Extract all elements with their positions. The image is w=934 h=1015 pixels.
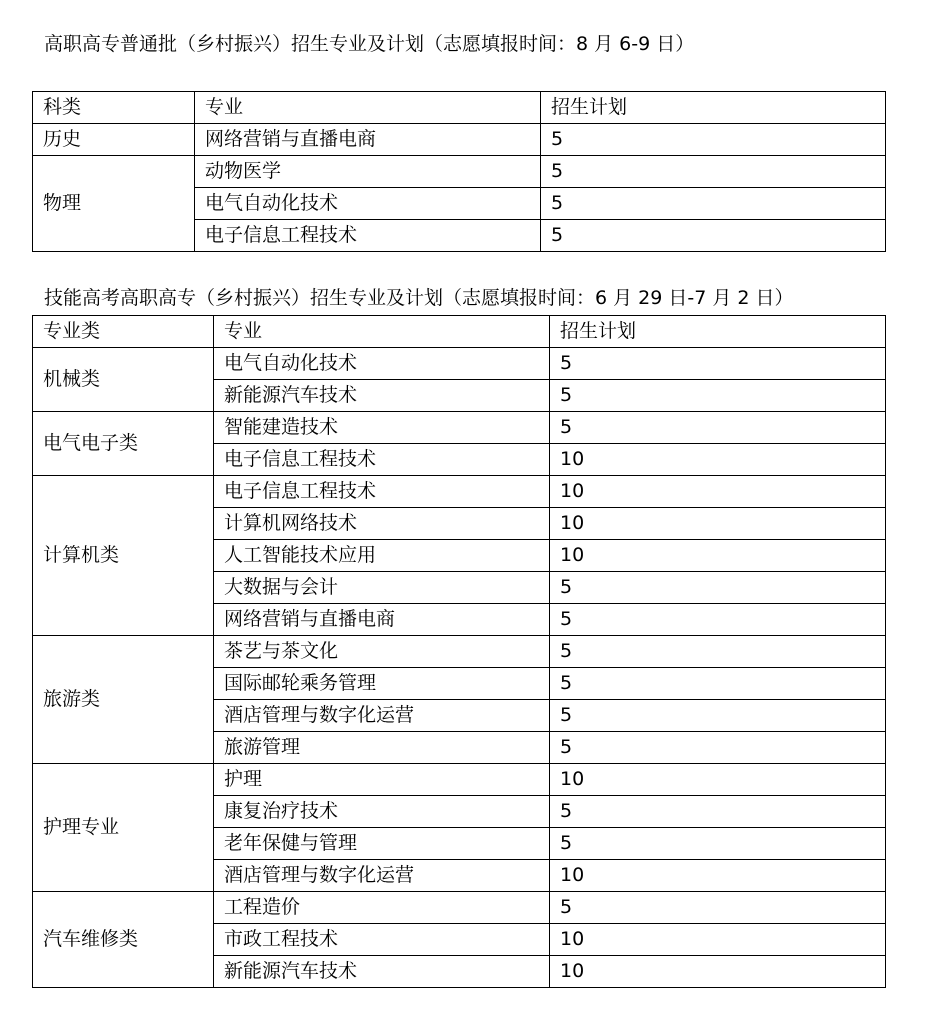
section2-table: [32, 315, 886, 988]
section2-title: 技能高考高职高专（乡村振兴）招生专业及计划（志愿填报时间：6 月 29 日-7 月 2 日）: [44, 287, 794, 309]
plan-cell: 10: [550, 764, 886, 796]
plan-cell: 5: [550, 380, 886, 412]
table-row: [33, 476, 886, 508]
major-cell: 新能源汽车技术: [214, 380, 550, 412]
section1-title: 高职高专普通批（乡村振兴）招生专业及计划（志愿填报时间：8 月 6-9 日）: [44, 33, 695, 55]
category-cell: 机械类: [33, 348, 214, 412]
plan-cell: 10: [550, 956, 886, 988]
plan-cell: 5: [550, 348, 886, 380]
plan-cell: 5: [550, 412, 886, 444]
major-cell: 茶艺与茶文化: [214, 636, 550, 668]
table-row: [33, 124, 886, 156]
plan-cell: 5: [550, 604, 886, 636]
major-cell: 国际邮轮乘务管理: [214, 668, 550, 700]
plan-cell: 10: [550, 476, 886, 508]
major-cell: 电子信息工程技术: [195, 220, 541, 252]
plan-cell: 5: [541, 220, 886, 252]
table-header-row: [33, 316, 886, 348]
table-header-row: [33, 92, 886, 124]
category-cell: 旅游类: [33, 636, 214, 764]
plan-cell: 5: [541, 188, 886, 220]
category-cell: 电气电子类: [33, 412, 214, 476]
table-row: [33, 156, 886, 188]
plan-cell: 10: [550, 540, 886, 572]
category-cell: 历史: [33, 124, 195, 156]
table-row: [33, 892, 886, 924]
column-header: 专业: [195, 92, 541, 124]
column-header: 专业: [214, 316, 550, 348]
major-cell: 大数据与会计: [214, 572, 550, 604]
plan-cell: 5: [550, 892, 886, 924]
major-cell: 护理: [214, 764, 550, 796]
table-row: [33, 764, 886, 796]
major-cell: 电子信息工程技术: [214, 476, 550, 508]
section1-table: [32, 91, 886, 252]
major-cell: 酒店管理与数字化运营: [214, 700, 550, 732]
plan-cell: 5: [550, 572, 886, 604]
major-cell: 工程造价: [214, 892, 550, 924]
table-row: [33, 412, 886, 444]
column-header: 招生计划: [541, 92, 886, 124]
major-cell: 电气自动化技术: [214, 348, 550, 380]
major-cell: 网络营销与直播电商: [195, 124, 541, 156]
plan-cell: 10: [550, 444, 886, 476]
major-cell: 动物医学: [195, 156, 541, 188]
column-header: 科类: [33, 92, 195, 124]
plan-cell: 5: [550, 668, 886, 700]
major-cell: 计算机网络技术: [214, 508, 550, 540]
column-header: 专业类: [33, 316, 214, 348]
table-row: [33, 636, 886, 668]
plan-cell: 10: [550, 860, 886, 892]
plan-cell: 10: [550, 508, 886, 540]
table-row: [33, 348, 886, 380]
major-cell: 旅游管理: [214, 732, 550, 764]
major-cell: 电气自动化技术: [195, 188, 541, 220]
plan-cell: 5: [550, 828, 886, 860]
major-cell: 康复治疗技术: [214, 796, 550, 828]
plan-cell: 10: [550, 924, 886, 956]
major-cell: 电子信息工程技术: [214, 444, 550, 476]
section1-table-body: [33, 92, 886, 252]
category-cell: 物理: [33, 156, 195, 252]
plan-cell: 5: [550, 636, 886, 668]
major-cell: 酒店管理与数字化运营: [214, 860, 550, 892]
section2-table-body: [33, 316, 886, 988]
major-cell: 网络营销与直播电商: [214, 604, 550, 636]
major-cell: 市政工程技术: [214, 924, 550, 956]
category-cell: 计算机类: [33, 476, 214, 636]
plan-cell: 5: [550, 700, 886, 732]
major-cell: 老年保健与管理: [214, 828, 550, 860]
major-cell: 新能源汽车技术: [214, 956, 550, 988]
plan-cell: 5: [550, 796, 886, 828]
plan-cell: 5: [541, 156, 886, 188]
plan-cell: 5: [550, 732, 886, 764]
plan-cell: 5: [541, 124, 886, 156]
major-cell: 智能建造技术: [214, 412, 550, 444]
category-cell: 汽车维修类: [33, 892, 214, 988]
category-cell: 护理专业: [33, 764, 214, 892]
column-header: 招生计划: [550, 316, 886, 348]
major-cell: 人工智能技术应用: [214, 540, 550, 572]
